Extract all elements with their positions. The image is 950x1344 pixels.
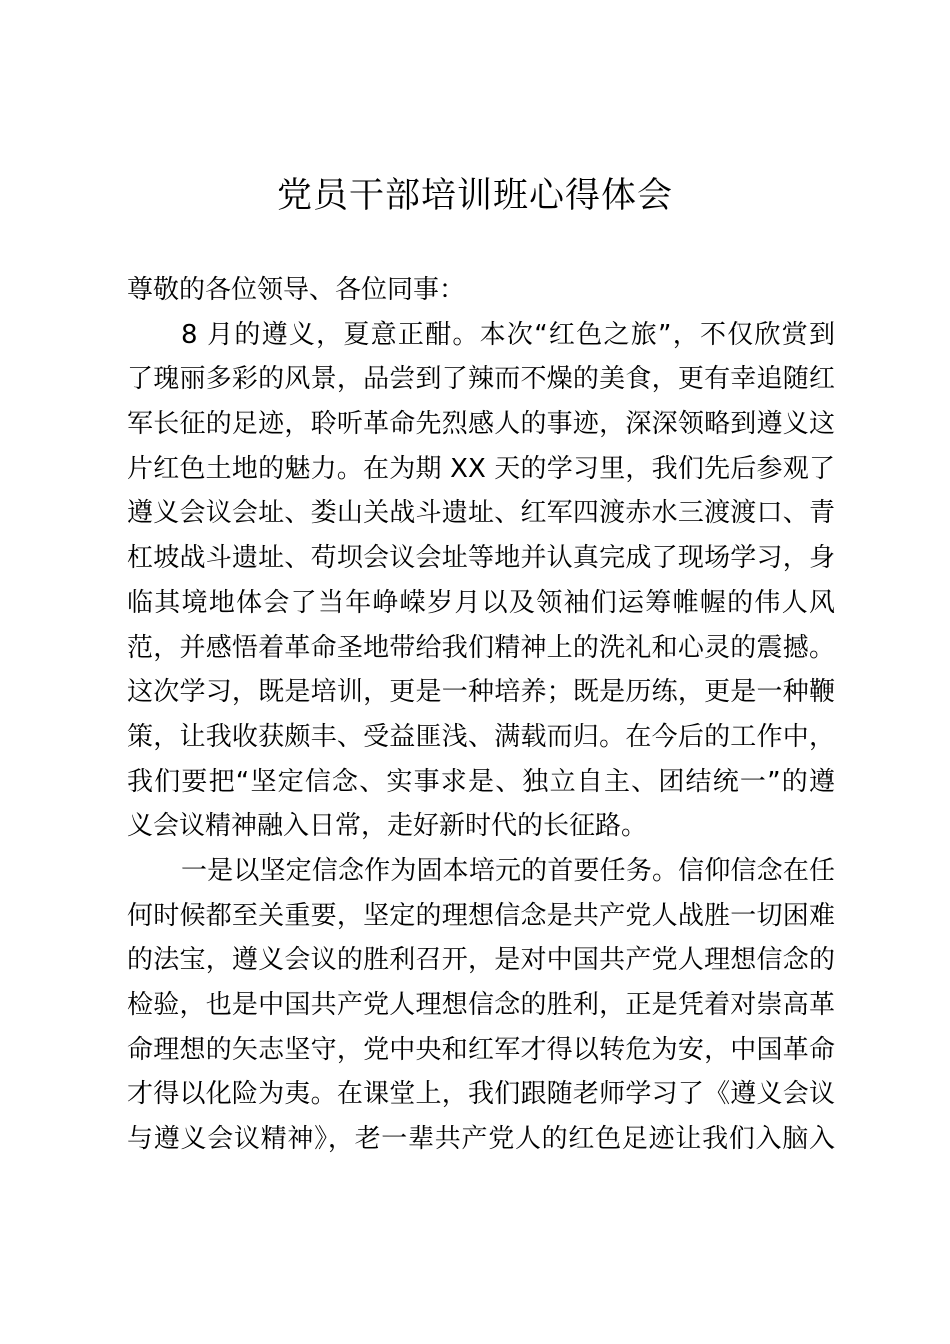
paragraph-1-line-12: 义会议精神融入日常，走好新时代的长征路。 <box>127 811 648 842</box>
paragraph-1-line-3: 军长征的足迹，聆听革命先烈感人的事迹，深深领略到遵义这 <box>127 409 835 440</box>
document-title: 党员干部培训班心得体会 <box>276 176 673 216</box>
document-body <box>127 268 835 1162</box>
paragraph-1-line-4: 片红色土地的魅力。在为期 XX 天的学习里，我们先后参观了 <box>127 453 835 484</box>
paragraph-1-line-1: 8 月的遵义，夏意正酣。本次“红色之旅”，不仅欣赏到 <box>181 319 835 350</box>
paragraph-1-line-11: 我们要把“坚定信念、实事求是、独立自主、团结统一”的遵 <box>127 766 835 797</box>
salutation: 尊敬的各位领导、各位同事： <box>127 275 466 305</box>
paragraph-2-line-7: 与遵义会议精神》，老一辈共产党人的红色足迹让我们入脑入 <box>127 1124 835 1155</box>
paragraph-1-line-7: 临其境地体会了当年峥嵘岁月以及领袖们运筹帷幄的伟人风 <box>127 587 835 618</box>
paragraph-2-line-2: 何时候都至关重要，坚定的理想信念是共产党人战胜一切困难 <box>127 900 835 931</box>
paragraph-2-line-4: 检验，也是中国共产党人理想信念的胜利，正是凭着对崇高革 <box>127 990 835 1020</box>
paragraph-1-line-10: 策，让我收获颇丰、受益匪浅、满载而归。在今后的工作中， <box>127 721 835 752</box>
paragraph-1-line-5: 遵义会议会址、娄山关战斗遗址、红军四渡赤水三渡渡口、青 <box>127 498 835 529</box>
paragraph-2-line-1: 一是以坚定信念作为固本培元的首要任务。信仰信念在任 <box>181 855 835 886</box>
paragraph-1-line-6: 杠坡战斗遗址、苟坝会议会址等地并认真完成了现场学习，身 <box>127 543 835 574</box>
paragraph-1-line-9: 这次学习，既是培训，更是一种培养；既是历练，更是一种鞭 <box>127 677 835 708</box>
paragraph-2-line-5: 命理想的矢志坚守，党中央和红军才得以转危为安，中国革命 <box>127 1034 835 1065</box>
paragraph-1-line-8: 范，并感悟着革命圣地带给我们精神上的洗礼和心灵的震撼。 <box>127 632 835 663</box>
paragraph-1-line-2: 了瑰丽多彩的风景，品尝到了辣而不燥的美食，更有幸追随红 <box>127 364 835 395</box>
paragraph-2-line-6: 才得以化险为夷。在课堂上，我们跟随老师学习了《遵义会议 <box>127 1079 835 1110</box>
paragraph-2-line-3: 的法宝，遵义会议的胜利召开，是对中国共产党人理想信念的 <box>127 945 835 976</box>
